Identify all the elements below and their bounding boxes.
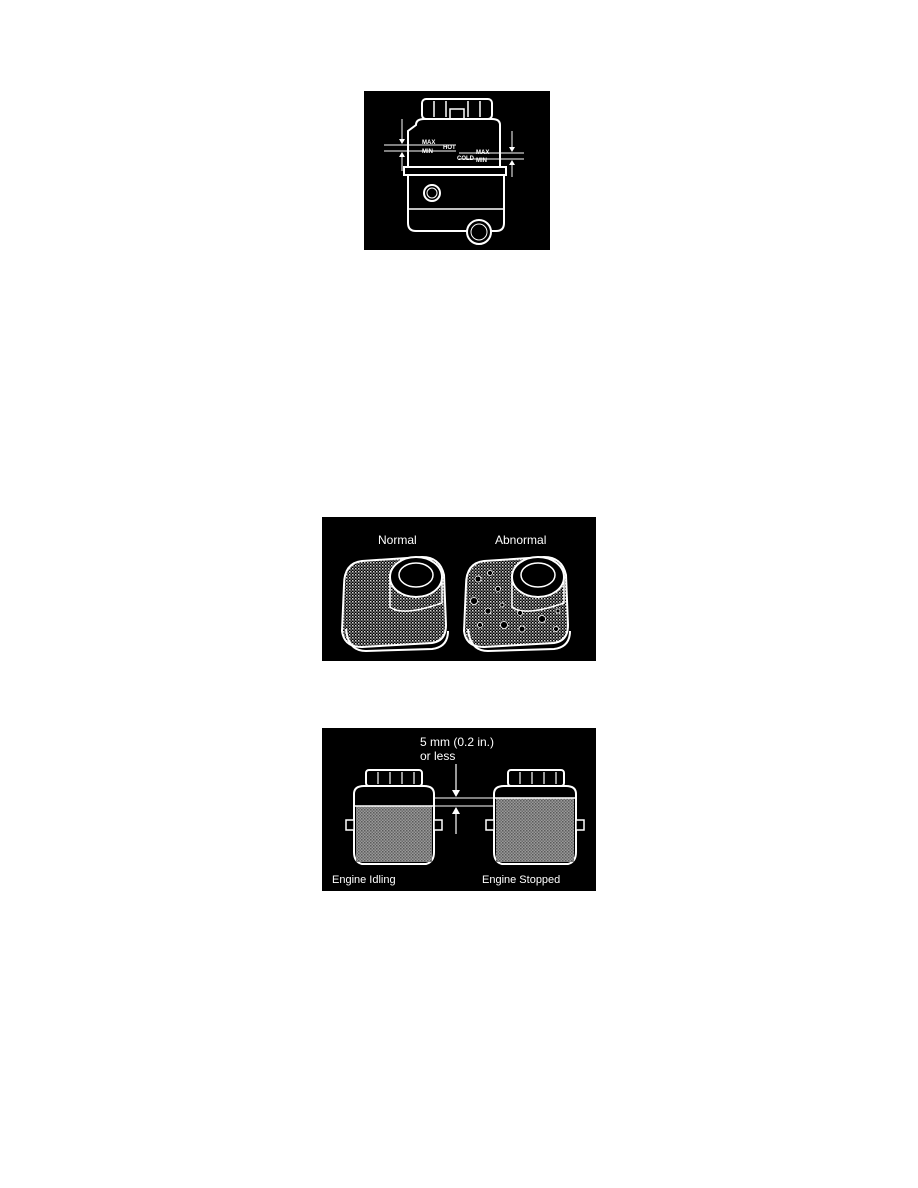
idling-reservoir xyxy=(346,770,442,864)
normal-label: Normal xyxy=(378,533,417,547)
dimension-label-line1: 5 mm (0.2 in.) xyxy=(420,735,495,749)
engine-idling-caption: Engine Idling xyxy=(332,874,396,886)
cold-max-label: MAX xyxy=(476,150,490,156)
cold-min-label: MIN xyxy=(476,158,487,164)
stopped-reservoir xyxy=(486,770,584,864)
level-difference-figure xyxy=(322,728,596,891)
fluid-level-stopped xyxy=(496,798,574,862)
side-port xyxy=(424,185,440,201)
abnormal-reservoir xyxy=(464,557,570,651)
engine-stopped-caption: Engine Stopped xyxy=(482,874,561,886)
abnormal-label: Abnormal xyxy=(495,533,547,547)
fluid-condition-drawing xyxy=(322,517,596,661)
fluid-condition-figure xyxy=(322,517,596,661)
hot-min-label: MIN xyxy=(422,149,433,155)
fluid-level-idling xyxy=(356,806,432,862)
dimension-label-line2: or less xyxy=(420,749,456,763)
level-difference-drawing xyxy=(322,728,596,891)
hot-max-label: MAX xyxy=(422,140,436,146)
reservoir-level-drawing xyxy=(364,91,550,250)
normal-reservoir xyxy=(342,557,448,651)
cold-mark-label: COLD xyxy=(457,156,474,162)
hot-mark-label: HOT xyxy=(443,145,456,151)
dimension-indicator xyxy=(434,764,494,834)
reservoir-level-figure xyxy=(364,91,550,250)
